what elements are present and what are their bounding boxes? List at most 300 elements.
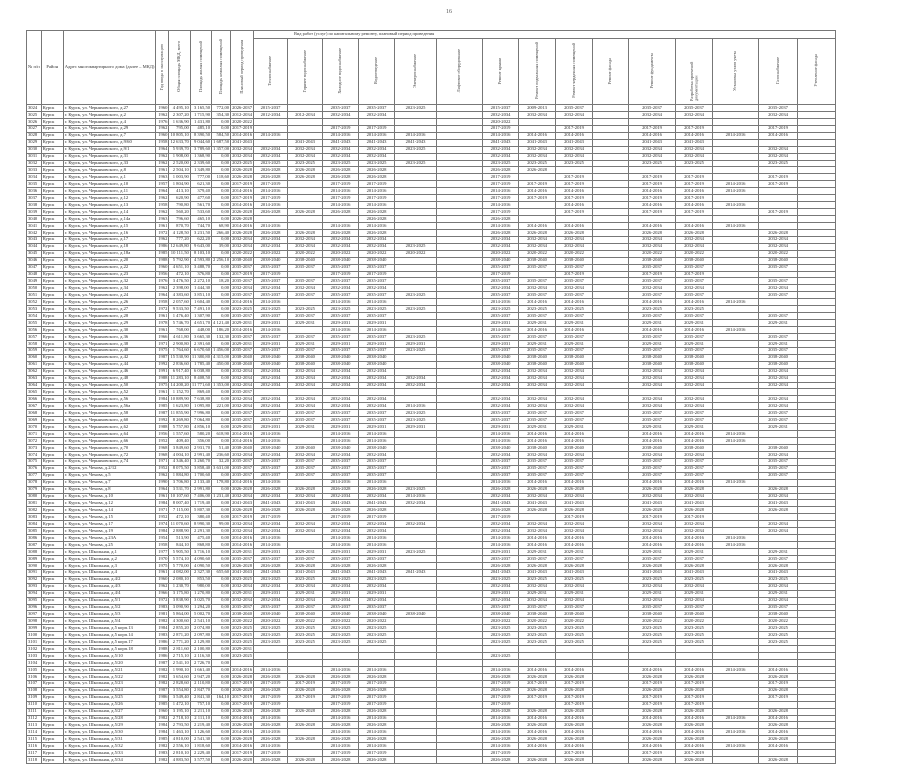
table-cell: 2032-2034: [759, 243, 798, 250]
table-cell: [395, 736, 437, 743]
table-cell: [759, 646, 798, 653]
table-cell: 2035-2037: [759, 472, 798, 479]
table-cell: 3116: [27, 743, 42, 750]
table-cell: 2026-2028: [359, 673, 395, 680]
table-cell: Курск: [41, 222, 63, 229]
table-cell: 2023-2025: [519, 625, 556, 632]
table-cell: 777,20: [169, 236, 190, 243]
table-cell: 2029-2031: [288, 320, 323, 327]
table-cell: г. Курск, ул. Черняховского, д.4: [63, 118, 156, 125]
table-cell: 2014-2016: [556, 327, 593, 334]
table-row: [27, 555, 836, 562]
table-cell: 2041-2043: [359, 500, 395, 507]
table-cell: [798, 333, 836, 340]
table-cell: 2023-2025: [676, 632, 713, 639]
table-cell: 2 828,60: [169, 680, 190, 687]
table-cell: 2029-2031: [483, 424, 519, 431]
table-cell: [519, 118, 556, 125]
table-cell: 2032-2034: [232, 243, 253, 249]
table-cell: 2035-2037: [323, 264, 359, 271]
table-cell: 2023-2025: [288, 160, 323, 167]
table-cell: 3 531,70: [169, 486, 190, 493]
table-cell: [395, 320, 437, 327]
table-cell: 2038-2040: [629, 257, 676, 264]
table-row: [27, 146, 836, 153]
table-cell: 2017-2019: [676, 750, 713, 757]
table-cell: 2035-2037: [288, 333, 323, 340]
table-cell: 5 757,80: [169, 424, 190, 431]
table-cell: 2032-2034: [232, 153, 253, 159]
table-cell: [288, 479, 323, 486]
table-cell: 0,00: [212, 611, 231, 618]
table-cell: [629, 167, 676, 174]
table-cell: 3032: [27, 160, 42, 167]
table-cell: 2014-2016: [713, 188, 759, 195]
table-cell: [798, 438, 836, 445]
table-cell: 3 577,50: [190, 757, 211, 764]
table-cell: 1981: [156, 611, 169, 618]
table-cell: [593, 285, 629, 292]
table-cell: [593, 375, 629, 382]
table-cell: 2035-2037: [254, 333, 288, 340]
table-row: [27, 105, 836, 112]
table-row: [27, 229, 836, 236]
table-cell: 2032-2034: [519, 375, 556, 382]
table-cell: 8 390,50: [190, 132, 211, 139]
table-cell: 2023-2025: [359, 632, 395, 639]
table-cell: 8 007,40: [169, 500, 190, 507]
table-cell: 2035-2037: [519, 333, 556, 340]
table-cell: 2014-2016: [323, 222, 359, 229]
table-cell: 2014-2016: [254, 666, 288, 673]
table-cell: 2035-2037: [359, 410, 395, 417]
table-cell: [593, 188, 629, 195]
table-cell: 1 476,40: [169, 313, 190, 320]
table-cell: 376,80: [190, 271, 211, 278]
table-cell: 2014-2016: [483, 715, 519, 722]
table-cell: 2032-2034: [323, 285, 359, 292]
table-cell: 2014-2016: [232, 187, 253, 193]
table-cell: 3095: [27, 597, 42, 604]
table-cell: [395, 299, 437, 306]
table-cell: Курск: [41, 264, 63, 271]
table-cell: 2035-2037: [629, 472, 676, 479]
table-cell: 2023-2025: [519, 306, 556, 313]
table-cell: 1 604,40: [190, 299, 211, 306]
table-row: [27, 340, 836, 347]
table-cell: 1975: [156, 382, 169, 389]
table-cell: 2026-2028: [232, 673, 253, 679]
table-cell: 1984: [156, 722, 169, 729]
table-cell: 1 431,80: [190, 118, 211, 125]
table-cell: Курск: [41, 320, 63, 327]
table-cell: г. Курск, ул. Школьная, д.5/23: [63, 680, 156, 687]
table-cell: [713, 576, 759, 583]
table-cell: г. Курск, ул. Школьная, д.5/25: [63, 694, 156, 701]
table-cell: [629, 653, 676, 660]
table-cell: 1958: [156, 139, 169, 146]
table-cell: Курск: [41, 278, 63, 285]
table-cell: 2029-2031: [359, 340, 395, 347]
table-row: [27, 507, 836, 514]
table-cell: 2035-2037: [629, 333, 676, 340]
table-cell: 236,60: [212, 451, 231, 458]
table-cell: 2017-2019: [359, 514, 395, 521]
table-cell: Курск: [41, 139, 63, 146]
table-cell: [713, 410, 759, 417]
table-cell: г. Курск, ул. Черняховского, д.2: [63, 111, 156, 118]
table-cell: [759, 167, 798, 174]
table-cell: 266,40: [212, 229, 231, 236]
table-cell: 2035-2037: [556, 465, 593, 472]
table-cell: Курск: [41, 410, 63, 417]
table-cell: 2041-2043: [759, 500, 798, 507]
table-cell: 2014-2016: [254, 327, 288, 334]
table-cell: 2035-2037: [232, 264, 253, 270]
table-cell: 2032-2034: [629, 493, 676, 500]
table-cell: [798, 146, 836, 153]
table-cell: 2014-2016: [759, 132, 798, 139]
table-cell: Курск: [41, 507, 63, 514]
table-cell: 2026-2028: [359, 216, 395, 223]
table-cell: 3028: [27, 132, 42, 139]
table-cell: 2 097,80: [190, 632, 211, 639]
table-cell: 3 476,50: [169, 278, 190, 285]
table-cell: 2026-2028: [759, 687, 798, 694]
table-cell: 3051: [27, 292, 42, 299]
table-cell: [713, 680, 759, 687]
table-cell: [556, 216, 593, 223]
table-cell: 1975: [156, 347, 169, 354]
table-cell: Курск: [41, 590, 63, 597]
table-cell: 2029-2031: [629, 549, 676, 556]
table-cell: [395, 216, 437, 223]
table-cell: 2 931,70: [190, 444, 211, 451]
table-cell: 2014-2016: [519, 431, 556, 438]
table-cell: 2038-2040: [629, 611, 676, 618]
table-cell: 2026-2028: [232, 708, 253, 714]
table-cell: 3 665,30: [190, 333, 211, 340]
table-cell: [519, 271, 556, 278]
table-cell: Курск: [41, 451, 63, 458]
table-cell: 2014-2016: [713, 299, 759, 306]
table-cell: [437, 673, 483, 680]
table-cell: 2029-2031: [232, 423, 253, 429]
table-cell: 2026-2028: [359, 167, 395, 174]
table-cell: 0,00: [212, 188, 231, 195]
table-cell: [593, 687, 629, 694]
table-cell: 2023-2025: [676, 576, 713, 583]
table-cell: [437, 431, 483, 438]
table-cell: [395, 271, 437, 278]
table-cell: г. Курск, ул. Черняховского, д.8: [63, 167, 156, 174]
table-cell: 2014-2016: [232, 298, 253, 304]
table-cell: 2023-2025: [483, 306, 519, 313]
table-cell: 2014-2016: [713, 327, 759, 334]
table-cell: Курск: [41, 549, 63, 556]
table-cell: 0,00: [212, 736, 231, 743]
table-cell: 1961: [156, 313, 169, 320]
table-cell: [395, 285, 437, 292]
table-cell: [288, 188, 323, 195]
table-cell: 2032-2034: [519, 583, 556, 590]
table-cell: 3042: [27, 229, 42, 236]
table-cell: 2014-2016: [395, 403, 437, 410]
table-cell: 655,60: [212, 569, 231, 576]
table-cell: 2017-2019: [359, 195, 395, 202]
table-cell: 2020-2022: [556, 618, 593, 625]
table-cell: 2 520,00: [169, 160, 190, 167]
table-cell: [593, 410, 629, 417]
table-cell: [288, 660, 323, 667]
table-cell: 2029-2031: [323, 340, 359, 347]
table-cell: [798, 368, 836, 375]
table-cell: 2 219,40: [190, 722, 211, 729]
table-cell: [593, 597, 629, 604]
table-cell: 2017-2019: [323, 125, 359, 132]
table-cell: 2035-2037: [483, 313, 519, 320]
table-cell: 3060: [27, 354, 42, 361]
table-cell: 5 746,70: [169, 320, 190, 327]
table-cell: 2014-2016: [254, 479, 288, 486]
table-cell: 2023-2025: [232, 305, 253, 311]
table-cell: 1985: [156, 403, 169, 410]
table-cell: 3029: [27, 139, 42, 146]
table-cell: 2026-2028: [483, 562, 519, 569]
table-cell: [798, 493, 836, 500]
table-cell: 2014-2016: [676, 535, 713, 542]
table-cell: 2017-2019: [629, 750, 676, 757]
table-cell: 2035-2037: [288, 278, 323, 285]
table-cell: [437, 687, 483, 694]
table-cell: 1963: [156, 174, 169, 181]
table-cell: 2032-2034: [232, 451, 253, 457]
table-cell: 2041-2043: [395, 139, 437, 146]
table-cell: 413,10: [169, 188, 190, 195]
table-cell: 2032-2034: [359, 583, 395, 590]
table-cell: 3099: [27, 625, 42, 632]
table-cell: 2032-2034: [483, 382, 519, 389]
table-cell: 3108: [27, 687, 42, 694]
table-cell: [395, 396, 437, 403]
table-cell: 2026-2028: [629, 229, 676, 236]
table-cell: [713, 229, 759, 236]
table-cell: 1962: [156, 472, 169, 479]
table-cell: 2032-2034: [288, 396, 323, 403]
table-cell: 8 408,50: [190, 375, 211, 382]
table-cell: 2041-2043: [483, 500, 519, 507]
table-cell: [437, 271, 483, 278]
table-row: [27, 139, 836, 146]
table-cell: 2020-2022: [359, 250, 395, 257]
table-cell: 2014-2016: [323, 202, 359, 209]
table-cell: 2038-2040: [359, 257, 395, 264]
table-cell: 2029-2031: [323, 424, 359, 431]
table-cell: 221,00: [212, 403, 231, 410]
table-cell: 2017-2019: [483, 694, 519, 701]
table-cell: 0,00: [212, 167, 231, 174]
col-group-header: Вид работ (услуг) по капитальному ремонту, плановый период проведения: [254, 31, 836, 39]
table-cell: 2032-2034: [254, 403, 288, 410]
table-cell: 2017-2019: [483, 209, 519, 216]
table-cell: 3101: [27, 639, 42, 646]
table-cell: 2035-2037: [323, 555, 359, 562]
table-row: [27, 306, 836, 313]
table-cell: [798, 320, 836, 327]
table-cell: 2035-2037: [676, 410, 713, 417]
table-cell: 2035-2037: [288, 604, 323, 611]
table-cell: [713, 722, 759, 729]
table-cell: 2032-2034: [232, 146, 253, 152]
table-cell: 2032-2034: [395, 382, 437, 389]
table-cell: 1964: [156, 292, 169, 299]
table-cell: 2014-2016: [254, 715, 288, 722]
table-cell: 2035-2037: [254, 264, 288, 271]
table-cell: 3111: [27, 708, 42, 715]
table-cell: 2014-2016: [323, 132, 359, 139]
table-cell: 2023-2025: [629, 306, 676, 313]
table-cell: Курск: [41, 236, 63, 243]
table-cell: 2020-2022: [759, 618, 798, 625]
table-cell: 2032-2034: [676, 146, 713, 153]
table-row: [27, 250, 836, 257]
table-cell: 2035-2037: [676, 278, 713, 285]
table-cell: 2026-2028: [359, 757, 395, 764]
table-cell: 2038-2040: [629, 354, 676, 361]
table-cell: [798, 361, 836, 368]
table-cell: 2020-2022: [254, 250, 288, 257]
table-cell: 2032-2034: [759, 403, 798, 410]
table-cell: [395, 673, 437, 680]
table-cell: [798, 278, 836, 285]
table-cell: [437, 444, 483, 451]
table-cell: 2020-2022: [288, 250, 323, 257]
table-cell: [288, 729, 323, 736]
table-cell: [437, 333, 483, 340]
table-cell: 118,60: [212, 174, 231, 181]
table-cell: [288, 743, 323, 750]
table-cell: 2041-2043: [759, 569, 798, 576]
table-cell: 2029-2031: [629, 320, 676, 327]
table-cell: 2041-2043: [556, 139, 593, 146]
table-cell: [288, 195, 323, 202]
table-cell: [593, 111, 629, 118]
table-cell: [437, 340, 483, 347]
table-cell: 2032-2034: [288, 521, 323, 528]
table-cell: 2020-2022: [395, 250, 437, 257]
table-cell: 7 491,10: [190, 306, 211, 313]
table-cell: 2032-2034: [629, 243, 676, 250]
table-cell: г. Курск, ул. Черняховского, д.58: [63, 410, 156, 417]
table-cell: [556, 660, 593, 667]
table-cell: [759, 118, 798, 125]
table-cell: 2014-2016: [713, 715, 759, 722]
table-body: [27, 105, 836, 764]
table-row: [27, 271, 836, 278]
table-cell: 2026-2028: [323, 209, 359, 216]
table-cell: 3071: [27, 431, 42, 438]
table-cell: 356,00: [190, 438, 211, 445]
table-cell: [593, 313, 629, 320]
table-cell: г. Курск, ул. Черняховского, д.18: [63, 243, 156, 250]
table-cell: 2029-2031: [359, 320, 395, 327]
table-cell: 3058: [27, 340, 42, 347]
table-cell: 14 200,20: [170, 382, 189, 388]
table-cell: [288, 653, 323, 660]
table-cell: 0,00: [212, 722, 231, 729]
table-cell: [395, 202, 437, 209]
table-cell: 2017-2019: [254, 514, 288, 521]
table-cell: 0,00: [212, 666, 231, 673]
table-cell: 2038-2040: [323, 611, 359, 618]
table-cell: г. Курск, ул. Черняховского, д.72: [63, 451, 156, 458]
table-cell: 0,00: [212, 264, 231, 271]
table-cell: 2029-2031: [759, 549, 798, 556]
table-cell: 2029-2031: [359, 590, 395, 597]
table-cell: 2038-2040: [254, 444, 288, 451]
table-cell: [395, 660, 437, 667]
table-cell: [593, 604, 629, 611]
table-cell: 4 082,00: [169, 569, 190, 576]
table-cell: 0,00: [212, 507, 231, 514]
table-cell: 2014-2016: [556, 479, 593, 486]
table-cell: г. Курск, ул. Черняховского, д.16: [63, 229, 156, 236]
table-cell: [437, 285, 483, 292]
table-cell: 2014-2016: [254, 222, 288, 229]
table-row: [27, 611, 836, 618]
table-cell: г. Курск, ул. Черняховского, д.29: [63, 320, 156, 327]
table-cell: 3026: [27, 118, 42, 125]
table-cell: 2023-2025: [395, 160, 437, 167]
table-cell: 2026-2028: [759, 757, 798, 764]
table-cell: 1 661,40: [190, 666, 211, 673]
table-cell: 2026-2028: [288, 722, 323, 729]
table-cell: 2035-2037: [676, 105, 713, 112]
table-cell: Курск: [41, 195, 63, 202]
table-cell: [713, 292, 759, 299]
table-cell: 32,20: [212, 458, 231, 465]
table-cell: 2026-2028: [556, 708, 593, 715]
table-cell: [676, 389, 713, 396]
table-row: [27, 549, 836, 556]
table-cell: [254, 139, 288, 146]
table-cell: Курск: [41, 542, 63, 549]
table-cell: [437, 451, 483, 458]
table-cell: Курск: [41, 493, 63, 500]
table-cell: 2032-2034: [676, 153, 713, 160]
table-cell: 2032-2034: [759, 368, 798, 375]
table-cell: 4 346,40: [169, 458, 190, 465]
table-cell: [519, 660, 556, 667]
table-cell: 2012-2034: [254, 111, 288, 118]
table-cell: [437, 327, 483, 334]
table-cell: 2029-2031: [556, 320, 593, 327]
table-cell: 2029-2031: [323, 590, 359, 597]
table-cell: 1 990,10: [169, 666, 190, 673]
table-cell: 2023-2025: [629, 576, 676, 583]
table-cell: [395, 278, 437, 285]
table-cell: 2014-2016: [323, 188, 359, 195]
table-cell: [593, 278, 629, 285]
table-cell: 2041-2043: [629, 569, 676, 576]
table-cell: 68,90: [212, 222, 231, 229]
table-cell: [437, 417, 483, 424]
table-cell: 2023-2025: [676, 625, 713, 632]
table-cell: 2038-2040: [519, 361, 556, 368]
table-cell: [437, 500, 483, 507]
table-cell: г. Курск, ул. Черняховского, д.60: [63, 417, 156, 424]
table-cell: г. Курск, ул. Черняховского, д.18а: [63, 250, 156, 257]
